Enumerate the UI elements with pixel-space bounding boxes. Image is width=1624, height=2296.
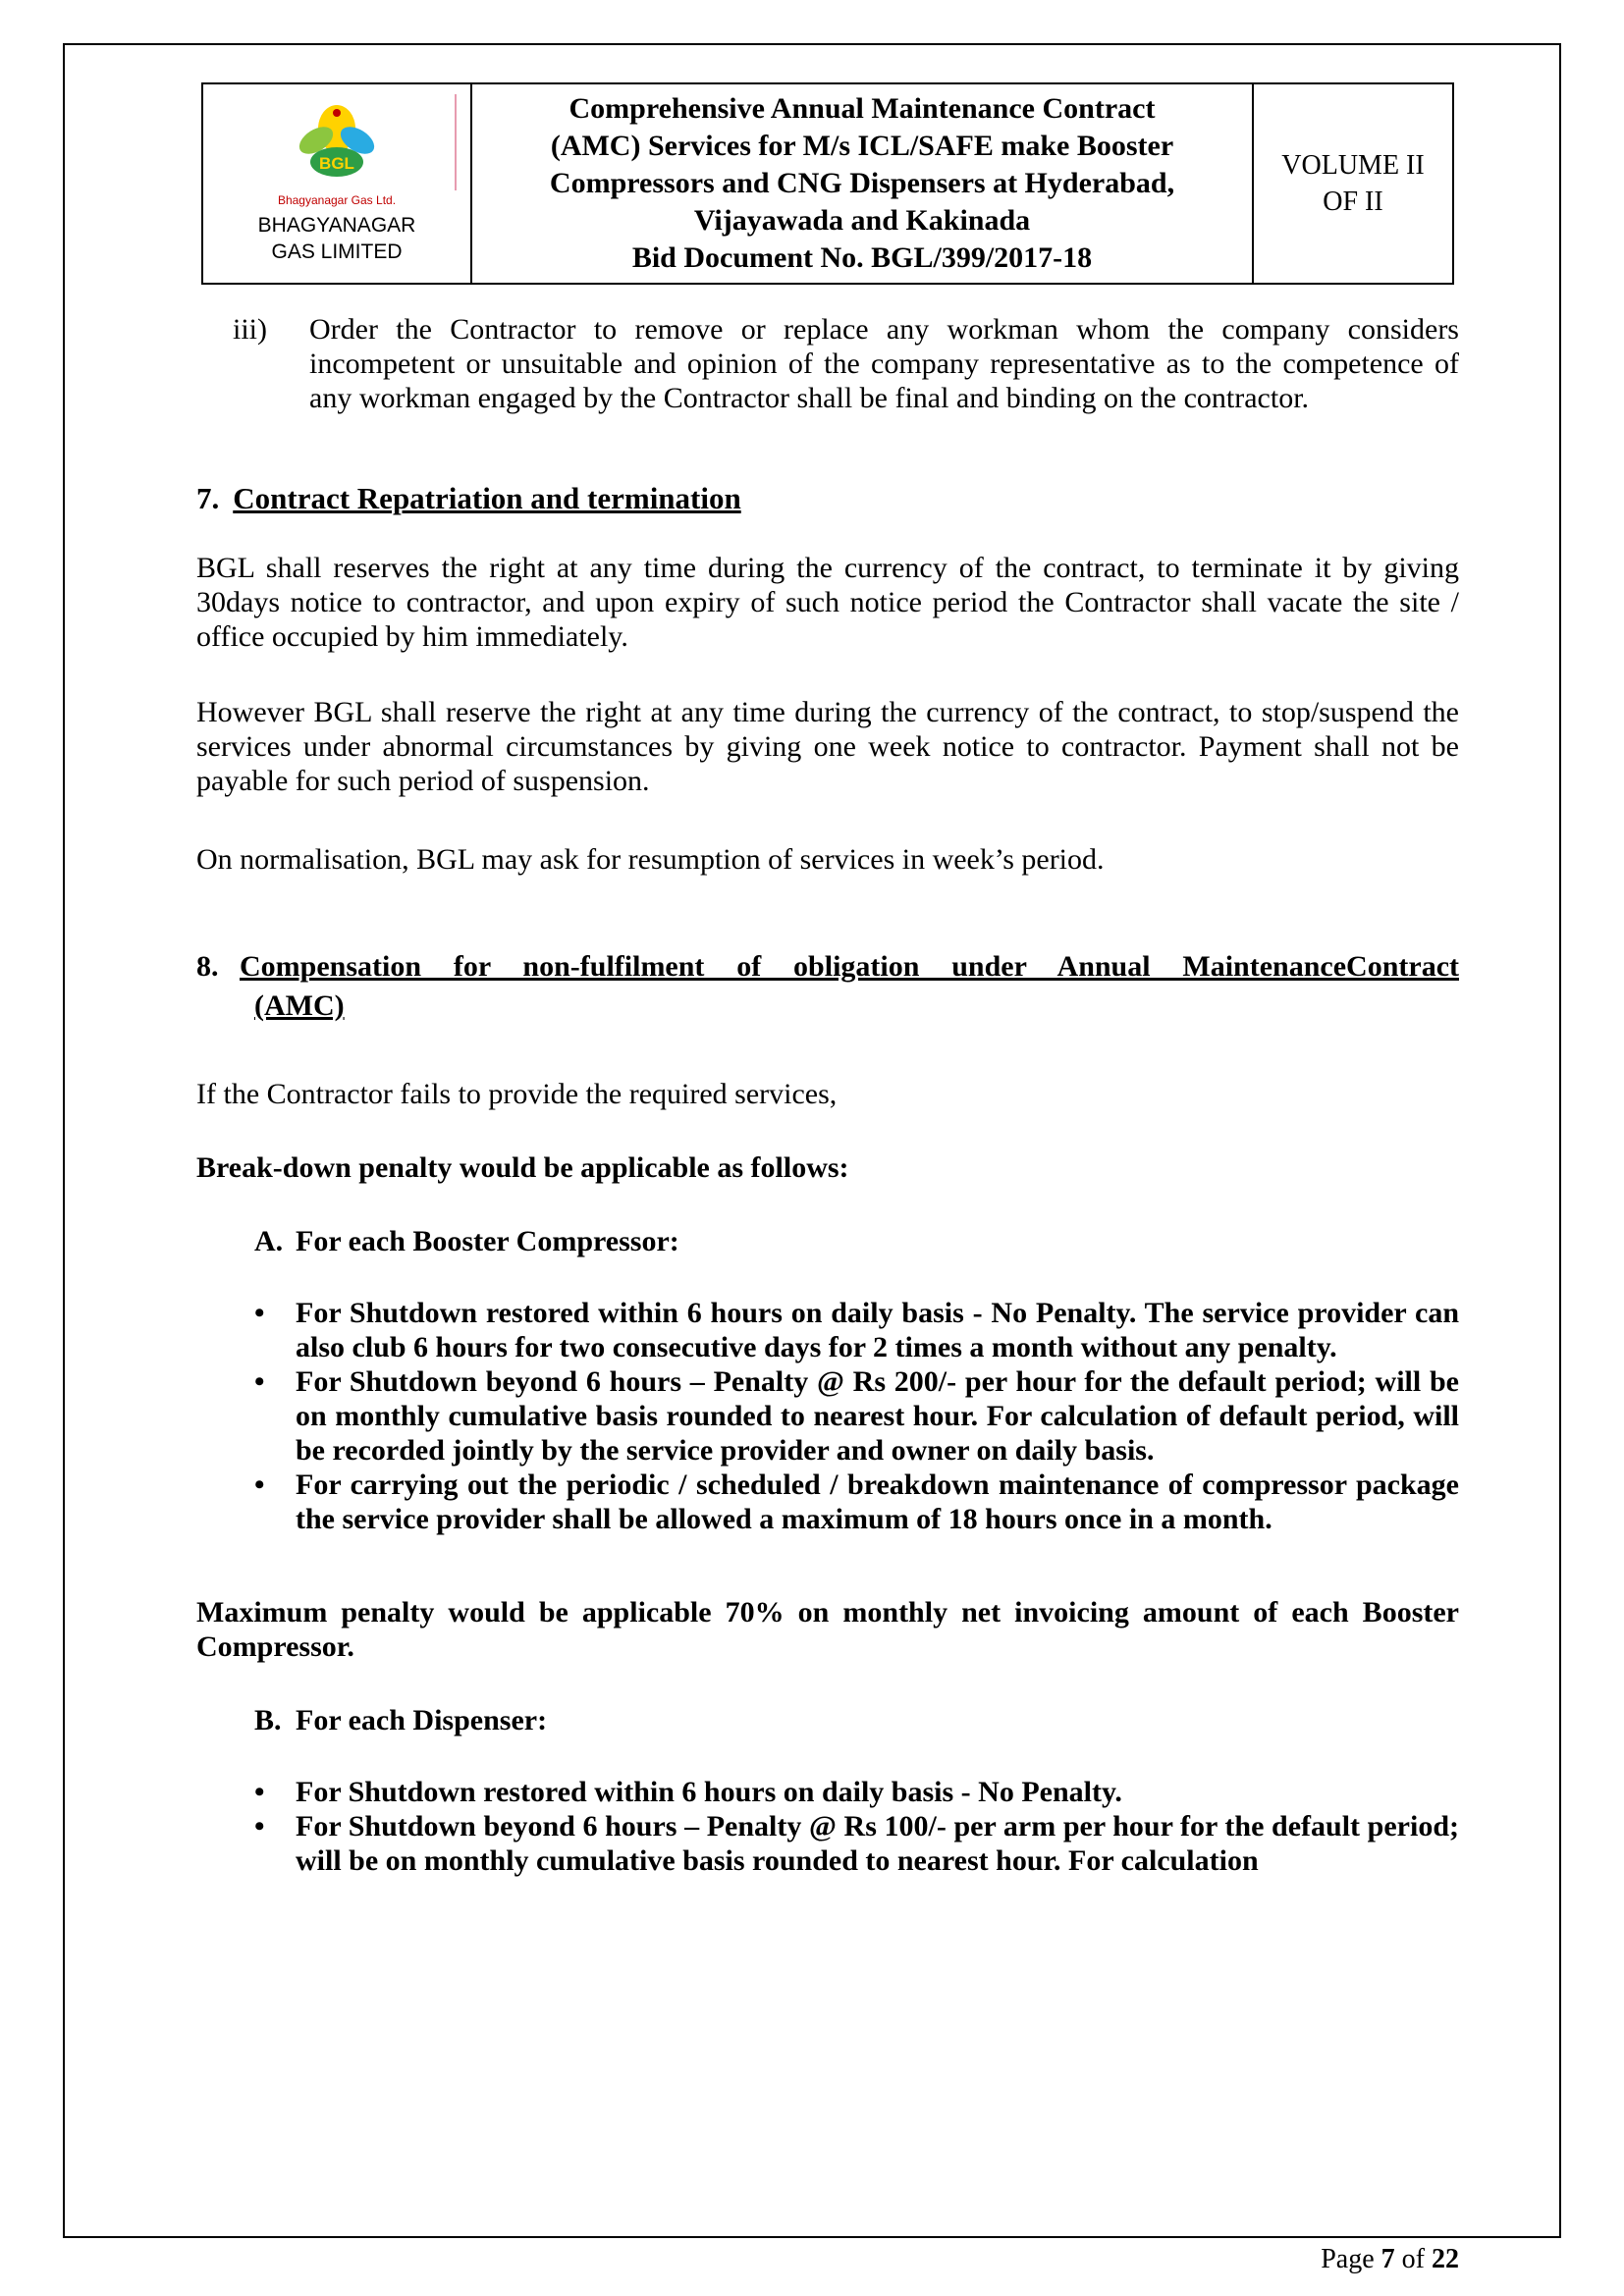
max-penalty-note: Maximum penalty would be applicable 70% on monthly net invoicing amount of each Booster Compressor. (196, 1596, 1459, 1663)
part-a-bullet-list (254, 1296, 1459, 1536)
section-8-title-line2: (AMC) (254, 989, 345, 1022)
clause-text: Order the Contractor to remove or replace any workman whom the company considers incompetent or unsuitable and opinion of the company representative as to the competence of any workman engaged by the Contractor shall be final and binding on the contractor. (309, 313, 1459, 414)
header-table (201, 82, 1454, 285)
document-title-line: Comprehensive Annual Maintenance Contract (568, 92, 1156, 125)
list-item (254, 1468, 1459, 1536)
bullet-icon (254, 1468, 296, 1536)
document-title-cell (471, 83, 1253, 284)
part-a-title: For each Booster Compressor: (296, 1225, 679, 1257)
part-a-label: A. (254, 1225, 284, 1257)
bullet-icon (254, 1809, 296, 1878)
bullet-text: For carrying out the periodic / scheduled / breakdown maintenance of compressor package the service provider shall be allowed a maximum of 18 hours once in a month. (296, 1468, 1459, 1535)
document-title-line: (AMC) Services for M/s ICL/SAFE make Booster (550, 130, 1174, 162)
paragraph: BGL shall reserves the right at any time during the currency of the contract, to terminate it by giving 30days notice to contractor, and upon expiry of such notice period the Contractor shall vacate the site / office occupied by him immediately. (196, 552, 1459, 653)
clause-marker: iii) (233, 313, 267, 346)
bullet-icon (254, 1364, 296, 1468)
part-a-heading (254, 1224, 1459, 1258)
bullet-icon (254, 1296, 296, 1364)
volume-label: VOLUME II (1281, 150, 1425, 181)
bullet-text: For Shutdown restored within 6 hours on daily basis - No Penalty. (296, 1776, 1122, 1808)
document-title-line: Vijayawada and Kakinada (693, 204, 1031, 237)
list-item (254, 1809, 1459, 1878)
logo-abbr-text: BGL (319, 153, 354, 173)
volume-label: OF II (1323, 187, 1383, 217)
section-8-title-line1: Compensation for non-fulfilment of obligation under Annual MaintenanceContract (240, 950, 1459, 983)
section-8-title (240, 947, 1459, 1026)
bullet-text: For Shutdown restored within 6 hours on daily basis - No Penalty. The service provider can also club 6 hours for two consecutive days for 2 times a month without any penalty. (296, 1297, 1459, 1363)
part-b-title: For each Dispenser: (296, 1704, 548, 1736)
section-8-heading (196, 947, 1459, 1026)
list-item (254, 1296, 1459, 1364)
part-b-bullet-list (254, 1775, 1459, 1878)
section-7-heading (196, 480, 1459, 516)
logo-accent-line (455, 94, 457, 190)
footer-page-number: 7 (1380, 2244, 1395, 2274)
footer-word-of: of (1401, 2244, 1425, 2274)
document-title-line: Compressors and CNG Dispensers at Hyderabad, (549, 167, 1175, 199)
logo-caption: Bhagyanagar Gas Ltd. (277, 192, 397, 207)
section-8-number: 8. (196, 950, 219, 983)
list-item (254, 1775, 1459, 1809)
logo-cell (202, 83, 471, 284)
bgl-logo-icon (288, 103, 386, 195)
breakdown-penalty-heading: Break-down penalty would be applicable as follows: (196, 1151, 849, 1184)
section-7-title: Contract Repatriation and termination (233, 481, 741, 515)
section-7-number: 7. (196, 481, 220, 515)
paragraph: However BGL shall reserve the right at any time during the currency of the contract, to stop/suspend the services under abnormal circumstances by giving one week notice to contractor. Payment shall not be payable for such period of suspension. (196, 696, 1459, 797)
part-b-label: B. (254, 1704, 282, 1736)
bullet-icon (254, 1775, 296, 1809)
company-name: BHAGYANAGAR GAS LIMITED (257, 213, 416, 263)
list-item (254, 1364, 1459, 1468)
page-content (196, 82, 1459, 1878)
bullet-text: For Shutdown beyond 6 hours – Penalty @ Rs 200/- per hour for the default period; will be on monthly cumulative basis rounded to nearest hour. For calculation of default period, will be recorded jointly by the service provider and owner on daily basis. (296, 1365, 1459, 1467)
volume-cell (1253, 83, 1453, 284)
part-b-heading (254, 1703, 1459, 1737)
page-footer (1321, 2244, 1459, 2275)
footer-total-pages: 22 (1432, 2244, 1459, 2274)
paragraph: If the Contractor fails to provide the required services, (196, 1078, 838, 1110)
bid-document-number: Bid Document No. BGL/399/2017-18 (631, 241, 1093, 274)
clause-iii (233, 312, 1459, 415)
bullet-text: For Shutdown beyond 6 hours – Penalty @ Rs 100/- per arm per hour for the default period; will be on monthly cumulative basis rounded to nearest hour. For calculation (296, 1810, 1459, 1877)
footer-word-page: Page (1321, 2244, 1375, 2274)
paragraph: On normalisation, BGL may ask for resumption of services in week’s period. (196, 843, 1105, 876)
